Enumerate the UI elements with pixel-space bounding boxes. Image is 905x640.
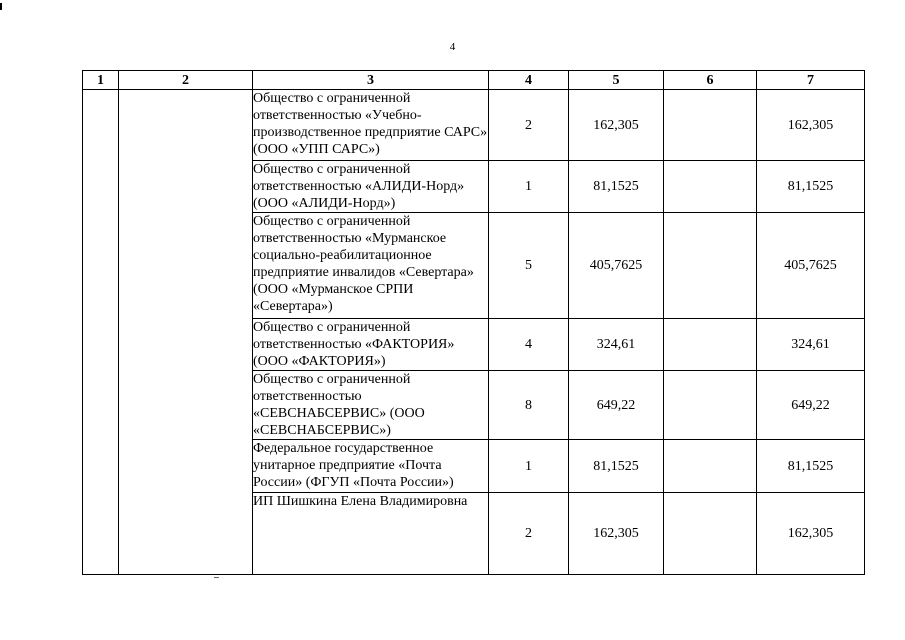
header-col-3: 3	[253, 71, 489, 90]
header-row	[83, 71, 865, 90]
page-number: 4	[449, 41, 456, 53]
amount-cell: 162,305	[569, 493, 664, 575]
org-name-cell: Общество с ограниченной ответственностью «Учебно-производственное предприятие САРС» (ООО «УПП САРС»)	[253, 90, 489, 161]
table-header	[83, 71, 865, 90]
qty-cell: 5	[489, 213, 569, 319]
qty-cell: 1	[489, 440, 569, 493]
total-cell: 649,22	[757, 371, 865, 440]
org-name-cell: Общество с ограниченной ответственностью «Мурманское социально-реабилитационное предприятие инвалидов «Севертара» (ООО «Мурманское СРПИ «Севертара»)	[253, 213, 489, 319]
col6-cell	[664, 213, 757, 319]
col6-cell	[664, 319, 757, 371]
qty-cell: 2	[489, 493, 569, 575]
total-cell: 162,305	[757, 493, 865, 575]
qty-cell: 8	[489, 371, 569, 440]
total-cell: 405,7625	[757, 213, 865, 319]
scan-speck	[214, 577, 219, 578]
org-name-cell: Общество с ограниченной ответственностью «СЕВСНАБСЕРВИС» (ООО «СЕВСНАБСЕРВИС»)	[253, 371, 489, 440]
col6-cell	[664, 161, 757, 213]
merged-cell-col-1	[83, 90, 119, 575]
total-cell: 81,1525	[757, 161, 865, 213]
header-col-5: 5	[569, 71, 664, 90]
header-col-2: 2	[119, 71, 253, 90]
col6-cell	[664, 90, 757, 161]
amount-cell: 405,7625	[569, 213, 664, 319]
org-name-cell: ИП Шишкина Елена Владимировна	[253, 493, 489, 575]
total-cell: 324,61	[757, 319, 865, 371]
amount-cell: 649,22	[569, 371, 664, 440]
header-col-1: 1	[83, 71, 119, 90]
org-name-cell: Общество с ограниченной ответственностью «ФАКТОРИЯ» (ООО «ФАКТОРИЯ»)	[253, 319, 489, 371]
total-cell: 81,1525	[757, 440, 865, 493]
table-row	[83, 90, 865, 161]
header-col-4: 4	[489, 71, 569, 90]
col6-cell	[664, 371, 757, 440]
merged-cell-col-2	[119, 90, 253, 575]
allocation-table	[82, 70, 865, 575]
amount-cell: 81,1525	[569, 440, 664, 493]
col6-cell	[664, 493, 757, 575]
amount-cell: 324,61	[569, 319, 664, 371]
header-col-6: 6	[664, 71, 757, 90]
header-col-7: 7	[757, 71, 865, 90]
amount-cell: 162,305	[569, 90, 664, 161]
org-name-cell: Общество с ограниченной ответственностью «АЛИДИ-Норд» (ООО «АЛИДИ-Норд»)	[253, 161, 489, 213]
org-name-cell: Федеральное государственное унитарное предприятие «Почта России» (ФГУП «Почта России»)	[253, 440, 489, 493]
qty-cell: 1	[489, 161, 569, 213]
scan-edge-mark	[0, 3, 2, 10]
col6-cell	[664, 440, 757, 493]
table-body	[83, 90, 865, 575]
amount-cell: 81,1525	[569, 161, 664, 213]
qty-cell: 4	[489, 319, 569, 371]
qty-cell: 2	[489, 90, 569, 161]
total-cell: 162,305	[757, 90, 865, 161]
